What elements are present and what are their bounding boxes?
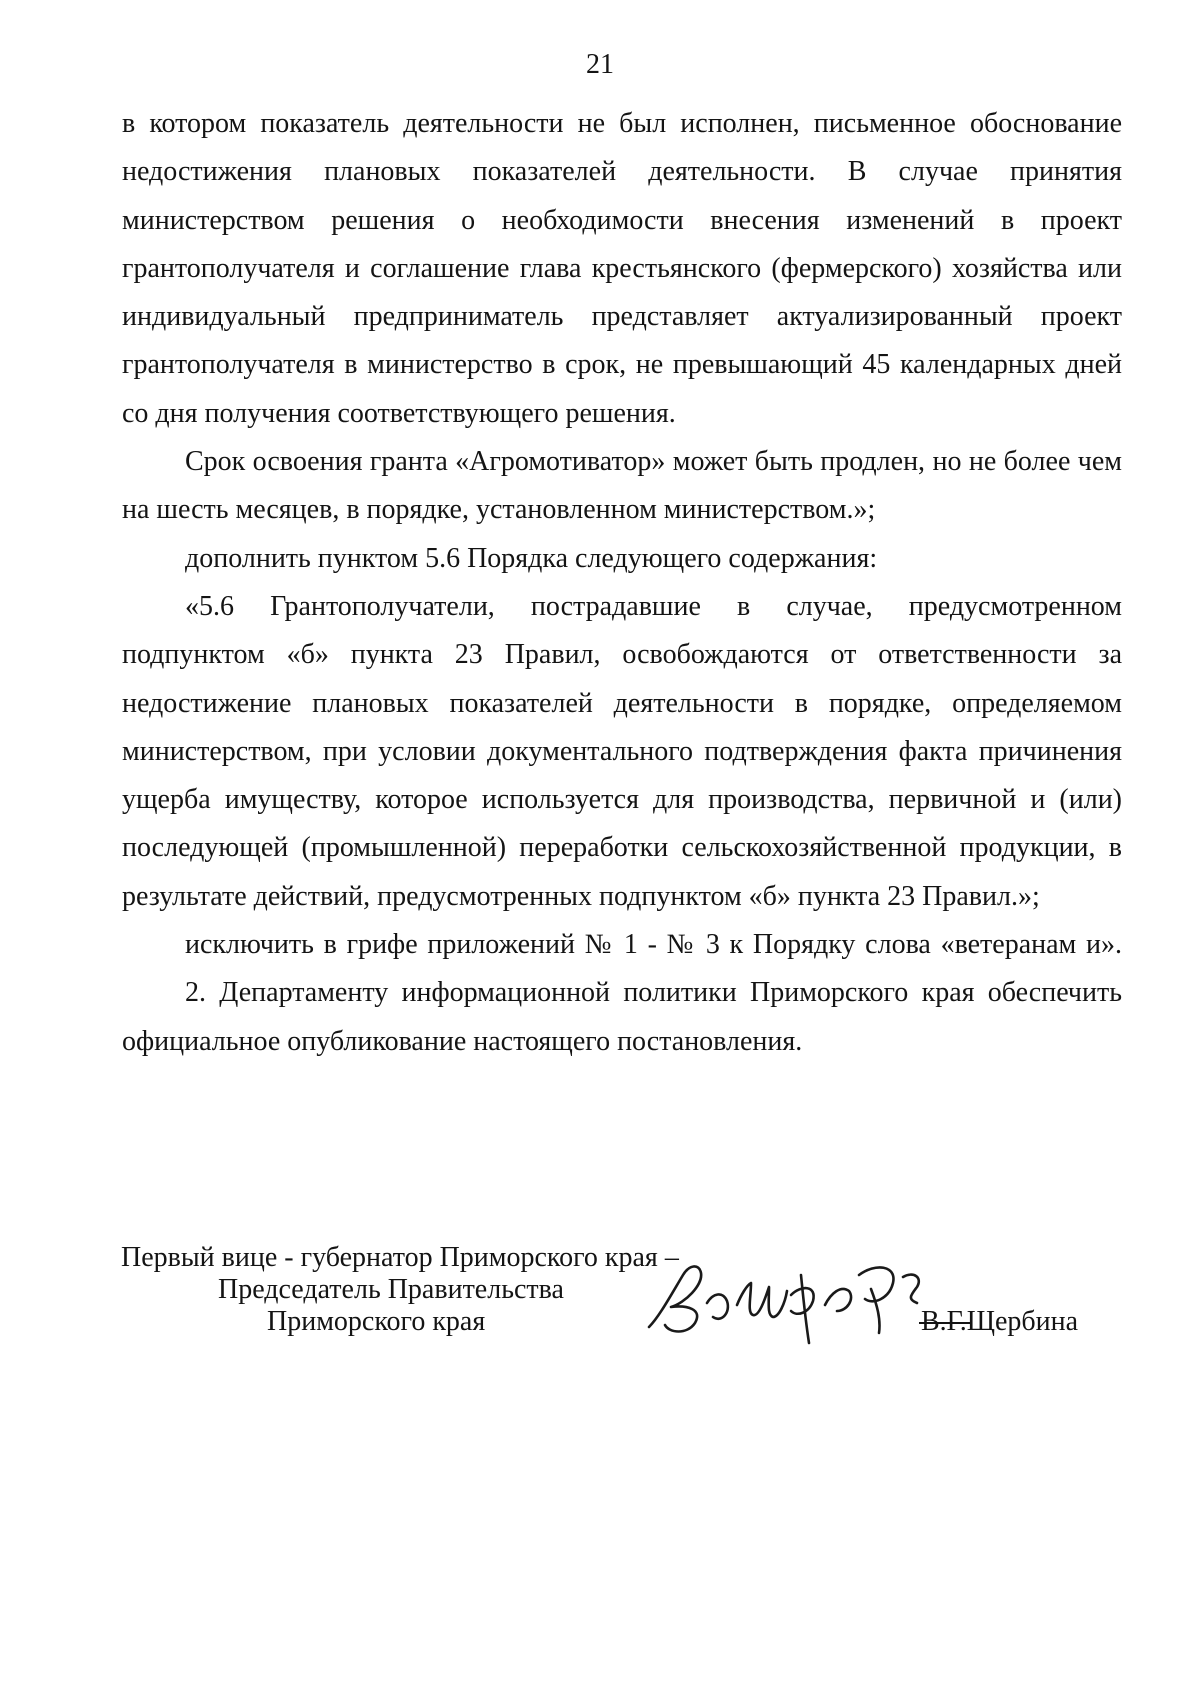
paragraph-continuation: в котором показатель деятельности не был исполнен, письменное обоснование недостижения плановых показателей деятельности. В случае принятия министерством решения о необходимости внесения изменений в проект грантополучателя и соглашение глава крестьянского (фермерского) хозяйства или индивидуальный предприниматель представляет актуализированный проект грантополучателя в министерство в срок, не превышающий 45 календарных дней со дня получения соответствующего решения. [122, 108, 1122, 429]
signer-initials: В.Г. [921, 1306, 967, 1337]
signature-block [121, 1243, 1101, 1353]
signer-name [921, 1307, 1078, 1337]
paragraph-publication: 2. Департаменту информационной политики Приморского края обеспечить официальное опубликование настоящего постановления. [122, 977, 1122, 1057]
handwritten-signature [641, 1255, 931, 1345]
paragraph-grant-extension: Срок освоения гранта «Агромотиватор» может быть продлен, но не более чем на шесть месяцев, в порядке, установленном министерством.»; [122, 446, 1122, 526]
document-body [122, 100, 1122, 1066]
signer-position-line: Первый вице - губернатор Приморского края – [121, 1242, 679, 1273]
paragraph-exclude-words: исключить в грифе приложений № 1 - № 3 к Порядку слова «ветеранам и». [185, 929, 1122, 961]
paragraph-add-clause: дополнить пунктом 5.6 Порядка следующего содержания: [185, 542, 878, 574]
signer-position-line: Приморского края [267, 1306, 486, 1337]
paragraph-clause-5-6: «5.6 Грантополучатели, пострадавшие в случае, предусмотренном подпунктом «б» пункта 23 Правил, освобождаются от ответственности за недостижение плановых показателей деятельности в порядке, определяемом министерством, при условии документального подтверждения факта причинения ущерба имуществу, которое используется для производства, первичной и (или) последующей (промышленной) переработки сельскохозяйственной продукции, в результате действий, предусмотренных подпунктом «б» пункта 23 Правил.»; [122, 590, 1122, 912]
page-number: 21 [586, 49, 614, 80]
signer-position-line: Председатель Правительства [218, 1274, 564, 1305]
signer-surname: Щербина [966, 1306, 1079, 1337]
